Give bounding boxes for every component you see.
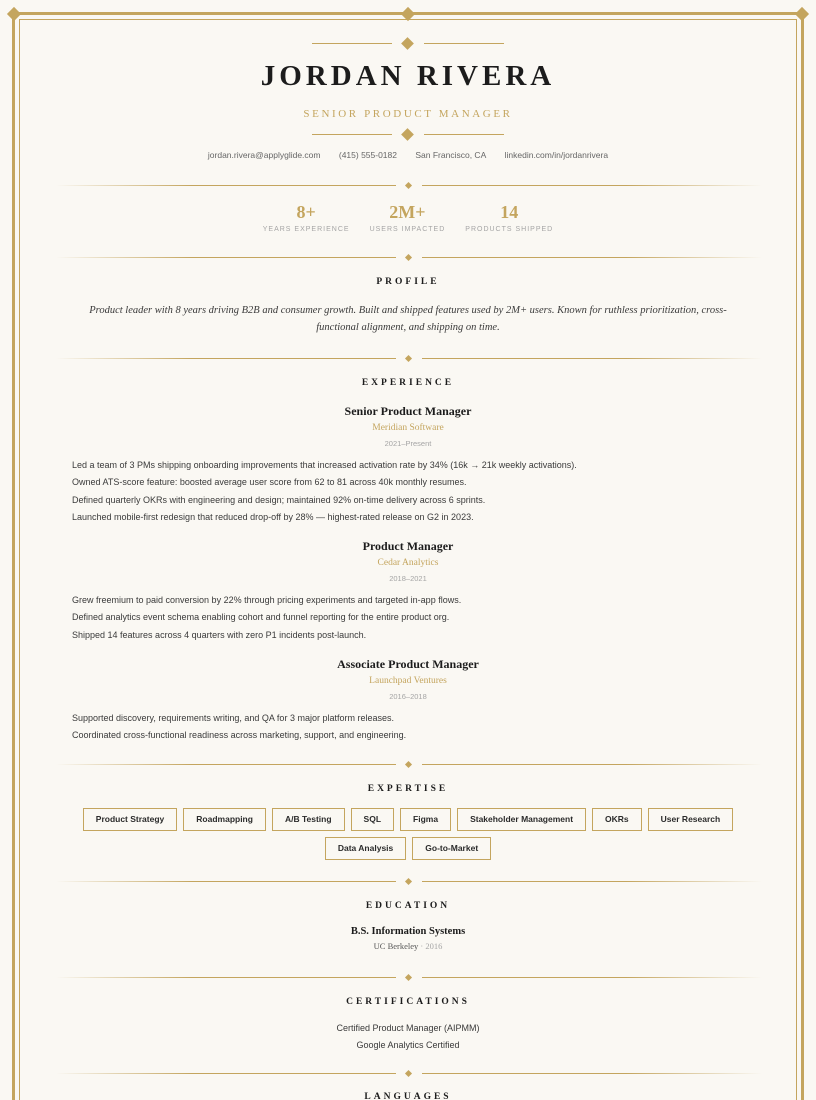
job-company: Launchpad Ventures [369,676,447,686]
section-divider [56,878,762,886]
expertise-heading: EXPERTISE [367,784,449,794]
skill-tag: Figma [400,808,451,831]
job-bullet: Supported discovery, requirements writing, and QA for 3 major platform releases. [72,713,394,723]
certification-item: Google Analytics Certified [356,1040,460,1050]
diamond-icon [405,182,412,189]
job-bullet: Shipped 14 features across 4 quarters with zero P1 incidents post-launch. [72,629,367,640]
stat-label: PRODUCTS SHIPPED [465,226,554,233]
skill-tag: Roadmapping [183,808,266,831]
stat-label: YEARS EXPERIENCE [262,226,350,233]
skill-tag: Data Analysis [325,837,406,860]
skill-tag: A/B Testing [272,808,345,831]
contact-info [20,150,796,160]
title-ornament [20,129,796,141]
contact-phone[interactable]: (415) 555-0182 [338,150,397,160]
diamond-icon [405,974,412,981]
job-dates: 2021–Present [384,439,432,448]
diamond-icon [405,355,412,362]
job-bullets [20,710,796,745]
skill-tag: SQL [351,808,394,831]
job-dates: 2018–2021 [389,574,427,583]
header-ornament [20,38,796,50]
contact-email[interactable]: jordan.rivera@applyglide.com [207,150,321,160]
job-dates: 2016–2018 [389,692,427,701]
degree: B.S. Information Systems [350,926,466,937]
job-entry [20,404,796,526]
stat-value: 8+ [296,202,316,222]
stat-users [370,202,446,233]
diamond-icon [405,761,412,768]
contact-location: San Francisco, CA [415,150,487,160]
graduation-year: 2016 [425,941,443,951]
section-divider [56,254,762,262]
section-divider [56,182,762,190]
job-bullet: Coordinated cross-functional readiness across marketing, support, and engineering. [72,730,407,741]
job-role: Associate Product Manager [337,657,479,671]
ornament-line [424,134,504,135]
profile-heading: PROFILE [376,277,440,287]
stat-years [263,202,350,233]
skill-tag: Product Strategy [83,808,178,831]
ornament-line [424,43,504,44]
diamond-icon [401,37,414,50]
separator: · [418,941,426,951]
section-divider [56,761,762,769]
job-bullet: Led a team of 3 PMs shipping onboarding improvements that increased activation rate by 34% (16k → 21k weekly activations). [72,460,577,470]
diamond-icon [405,878,412,885]
job-bullet: Defined quarterly OKRs with engineering and design; maintained 92% on-time delivery across 6 sprints. [72,494,486,505]
job-entry [20,657,796,745]
skills-list [60,808,756,860]
job-company: Meridian Software [372,423,444,433]
skill-tag: User Research [648,808,734,831]
education-entry [20,926,796,951]
languages-heading: LANGUAGES [364,1092,452,1100]
ornament-line [312,43,392,44]
profile-summary: Product leader with 8 years driving B2B and consumer growth. Built and shipped features used by 2M+ users. Known for ruthless prioritization, cross-functional alignment, and shipping on time. [89,305,727,333]
diamond-icon [405,254,412,261]
school-line [20,941,796,951]
certifications-heading: CERTIFICATIONS [346,997,470,1007]
ornament-line [312,134,392,135]
experience-heading: EXPERIENCE [361,378,455,388]
diamond-icon [405,1070,412,1077]
diamond-icon [401,128,414,141]
stat-value: 2M+ [389,202,426,222]
job-bullets [20,457,796,526]
skill-tag: Stakeholder Management [457,808,586,831]
candidate-name: JORDAN RIVERA [260,60,556,92]
section-divider [56,355,762,363]
job-bullet: Defined analytics event schema enabling cohort and funnel reporting for the entire product org. [72,612,450,623]
contact-linkedin[interactable]: linkedin.com/in/jordanrivera [504,150,609,160]
job-bullet: Owned ATS-score feature: boosted average user score from 62 to 81 across 40k monthly resumes. [72,477,467,488]
education-heading: EDUCATION [365,901,451,911]
section-divider [56,1070,762,1078]
certification-item: Certified Product Manager (AIPMM) [336,1023,480,1033]
stat-products [465,202,553,233]
candidate-title: SENIOR PRODUCT MANAGER [303,108,513,120]
stats-row [20,202,796,233]
job-role: Senior Product Manager [344,404,472,418]
job-company: Cedar Analytics [377,558,439,568]
job-entry [20,539,796,644]
school-name: UC Berkeley [373,941,419,951]
skill-tag: Go-to-Market [412,837,491,860]
section-divider [56,974,762,982]
job-bullet: Grew freemium to paid conversion by 22% through pricing experiments and targeted in-app flows. [72,595,462,605]
job-bullet: Launched mobile-first redesign that reduced drop-off by 28% — highest-rated release on G2 in 2023. [72,511,474,522]
stat-value: 14 [500,202,519,222]
job-bullets [20,592,796,644]
skill-tag: OKRs [592,808,642,831]
job-role: Product Manager [362,539,454,553]
stat-label: USERS IMPACTED [369,226,446,233]
certifications-list [20,1020,796,1054]
